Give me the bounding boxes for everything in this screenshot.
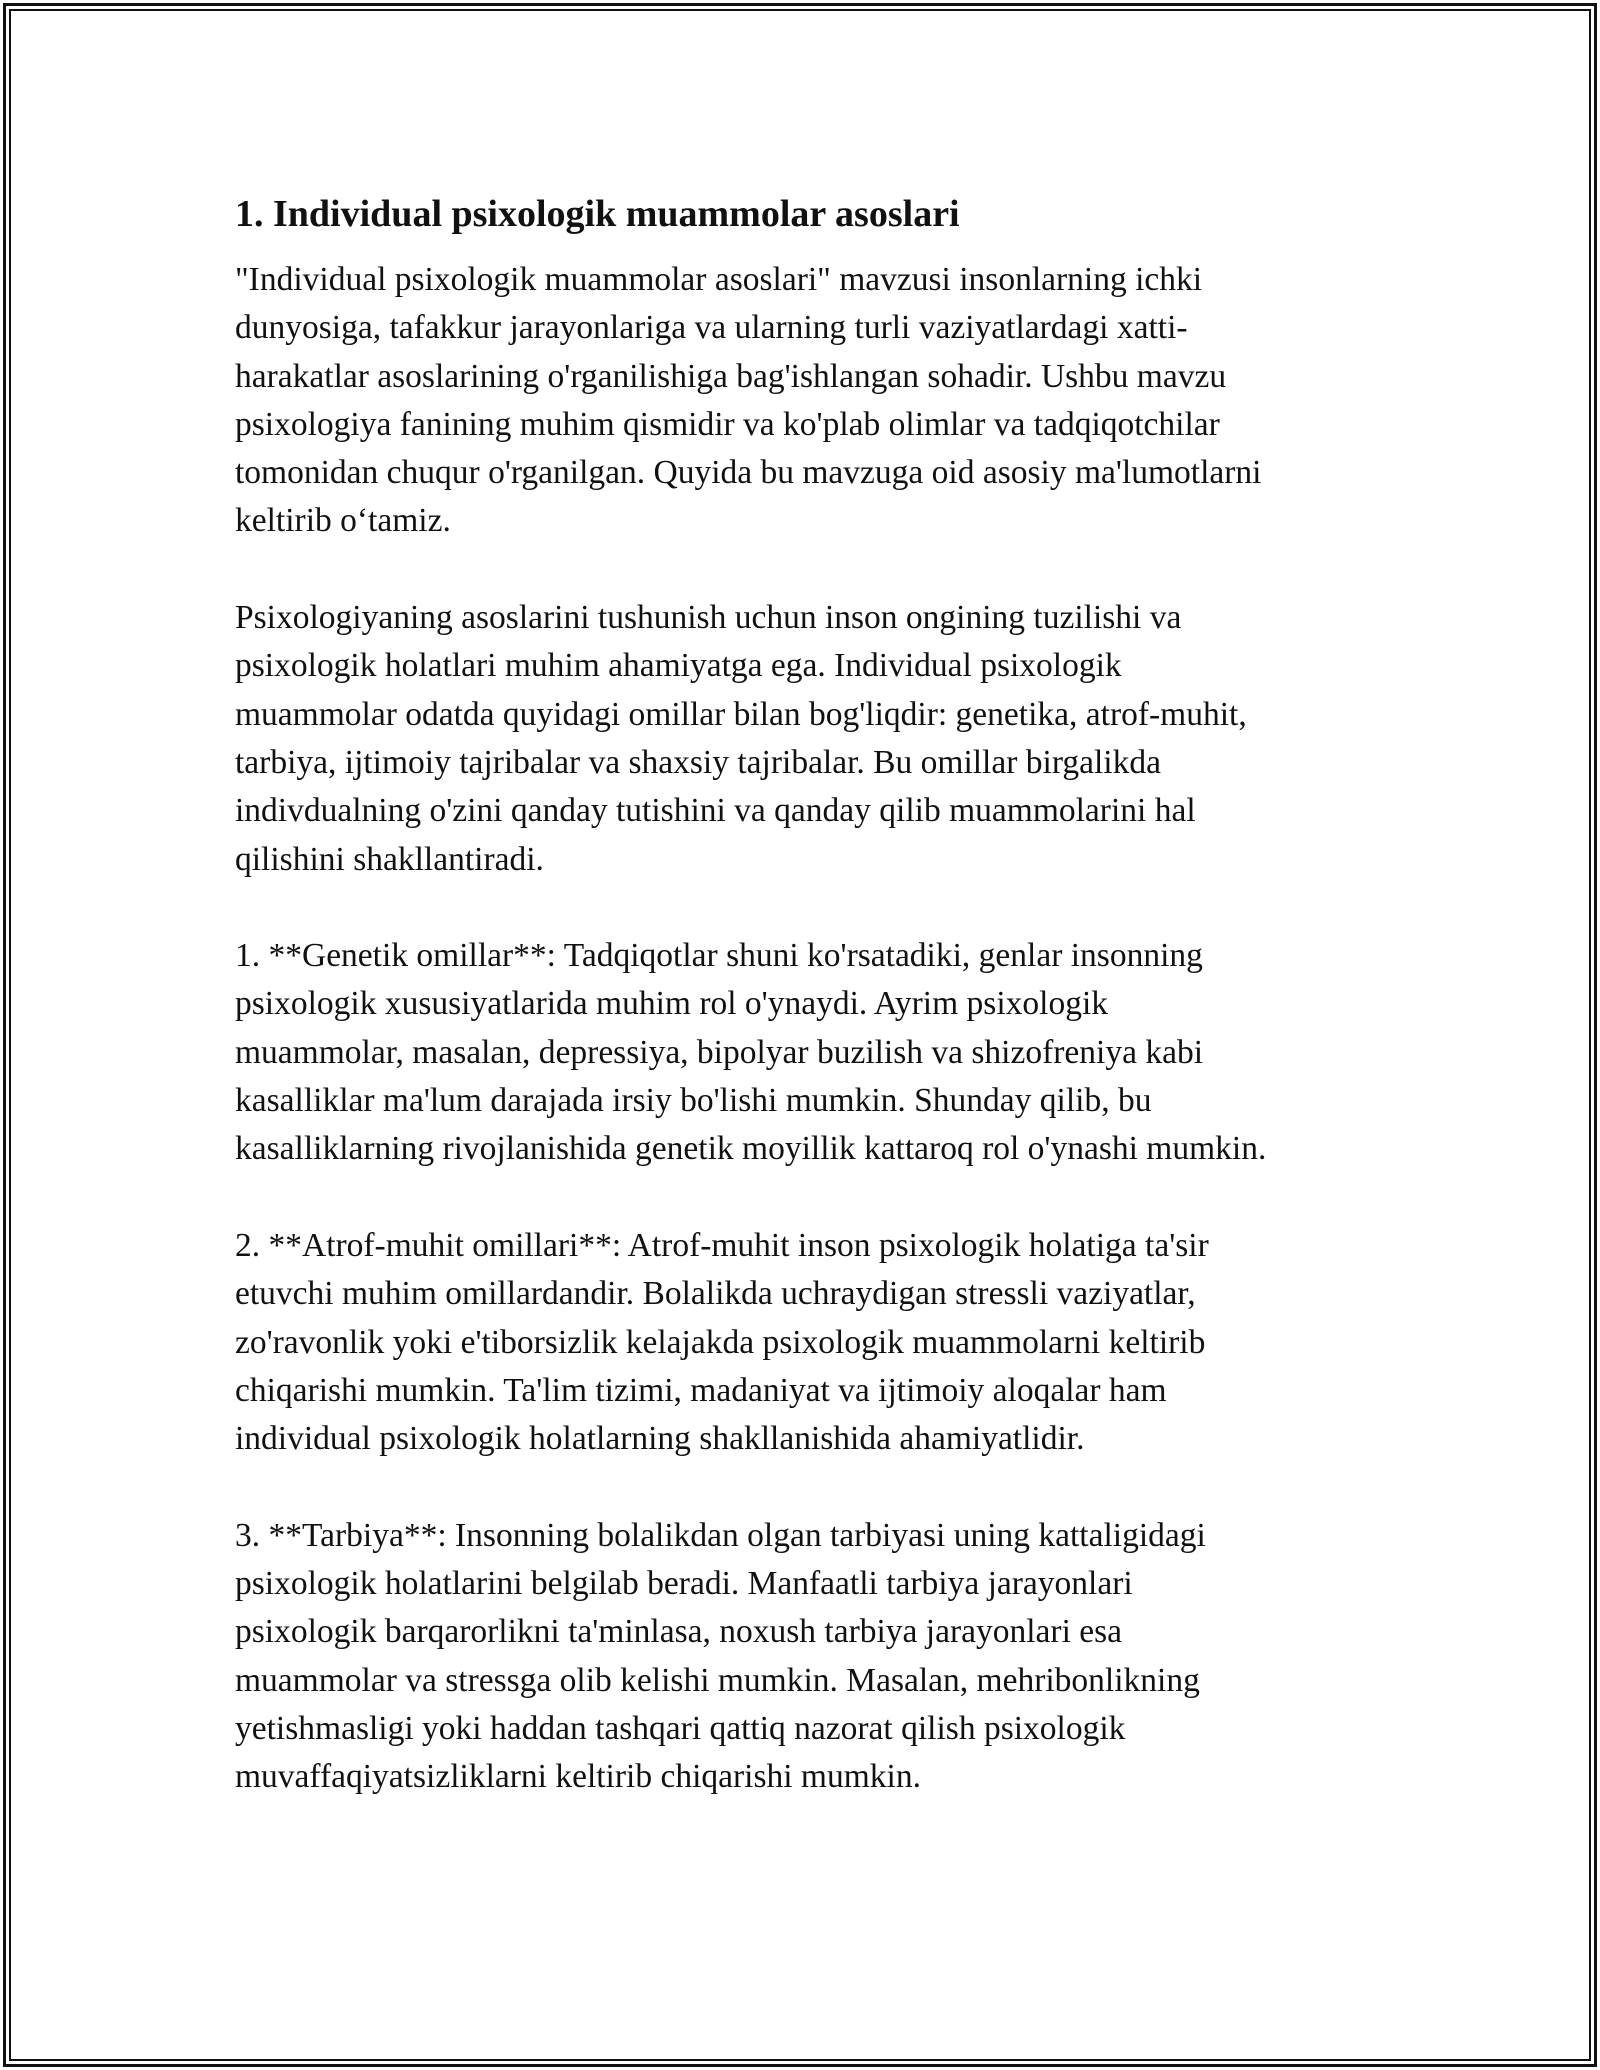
section-heading: 1. Individual psixologik muammolar asoslari — [235, 193, 960, 235]
paragraph-upbringing: 3. **Tarbiya**: Insonning bolalikdan olgan tarbiyasi uning kattaligidagi psixologik holatlarini belgilab beradi. Manfaatli tarbiya jarayonlari psixologik barqarorlikni ta'minlasa, noxush tarbiya jarayonlari esa muammolar va stressga olib kelishi mumkin. Masalan, mehribonlikning yetishmasligi yoki haddan tashqari qattiq nazorat qilish psixologik muvaffaqiyatsizliklarni keltirib chiqarishi mumkin. — [235, 1516, 1206, 1796]
paragraph-environmental-factors: 2. **Atrof-muhit omillari**: Atrof-muhit inson psixologik holatiga ta'sir etuvchi muhim omillardandir. Bolalikda uchraydigan stressli vaziyatlar, zo'ravonlik yoki e'tiborsizlik kelajakda psixologik muammolarni keltirib chiqarishi mumkin. Ta'lim tizimi, madaniyat va ijtimoiy aloqalar ham individual psixologik holatlarning shakllanishida ahamiyatlidir. — [235, 1226, 1209, 1458]
paragraph-foundations: Psixologiyaning asoslarini tushunish uchun inson ongining tuzilishi va psixologik holatlari muhim ahamiyatga ega. Individual psixologik muammolar odatda quyidagi omillar bilan bog'liqdir: genetika, atrof-muhit, tarbiya, ijtimoiy tajribalar va shaxsiy tajribalar. Bu omillar birgalikda indivdualning o'zini qanday tutishini va qanday qilib muammolarini hal qilishini shakllantiradi. — [235, 599, 1247, 878]
document-body — [235, 188, 1385, 1850]
paragraph-genetic-factors: 1. **Genetik omillar**: Tadqiqotlar shuni ko'rsatadiki, genlar insonning psixologik xususiyatlarida muhim rol o'ynaydi. Ayrim psixologik muammolar, masalan, depressiya, bipolyar buzilish va shizofreniya kabi kasalliklar ma'lum darajada irsiy bo'lishi mumkin. Shunday qilib, bu kasalliklarning rivojlanishida genetik moyillik kattaroq rol o'ynashi mumkin. — [235, 937, 1267, 1168]
paragraph-intro: "Individual psixologik muammolar asoslari" mavzusi insonlarning ichki dunyosiga, tafakkur jarayonlariga va ularning turli vaziyatlardagi xatti- harakatlar asoslarining o'rganilishiga bag'ishlangan sohadir. Ushbu mavzu psixologiya fanining muhim qismidir va ko'plab olimlar va tadqiqotchilar tomonidan chuqur o'rganilgan. Quyida bu mavzuga oid asosiy ma'lumotlarni keltirib o‘tamiz. — [235, 261, 1262, 540]
